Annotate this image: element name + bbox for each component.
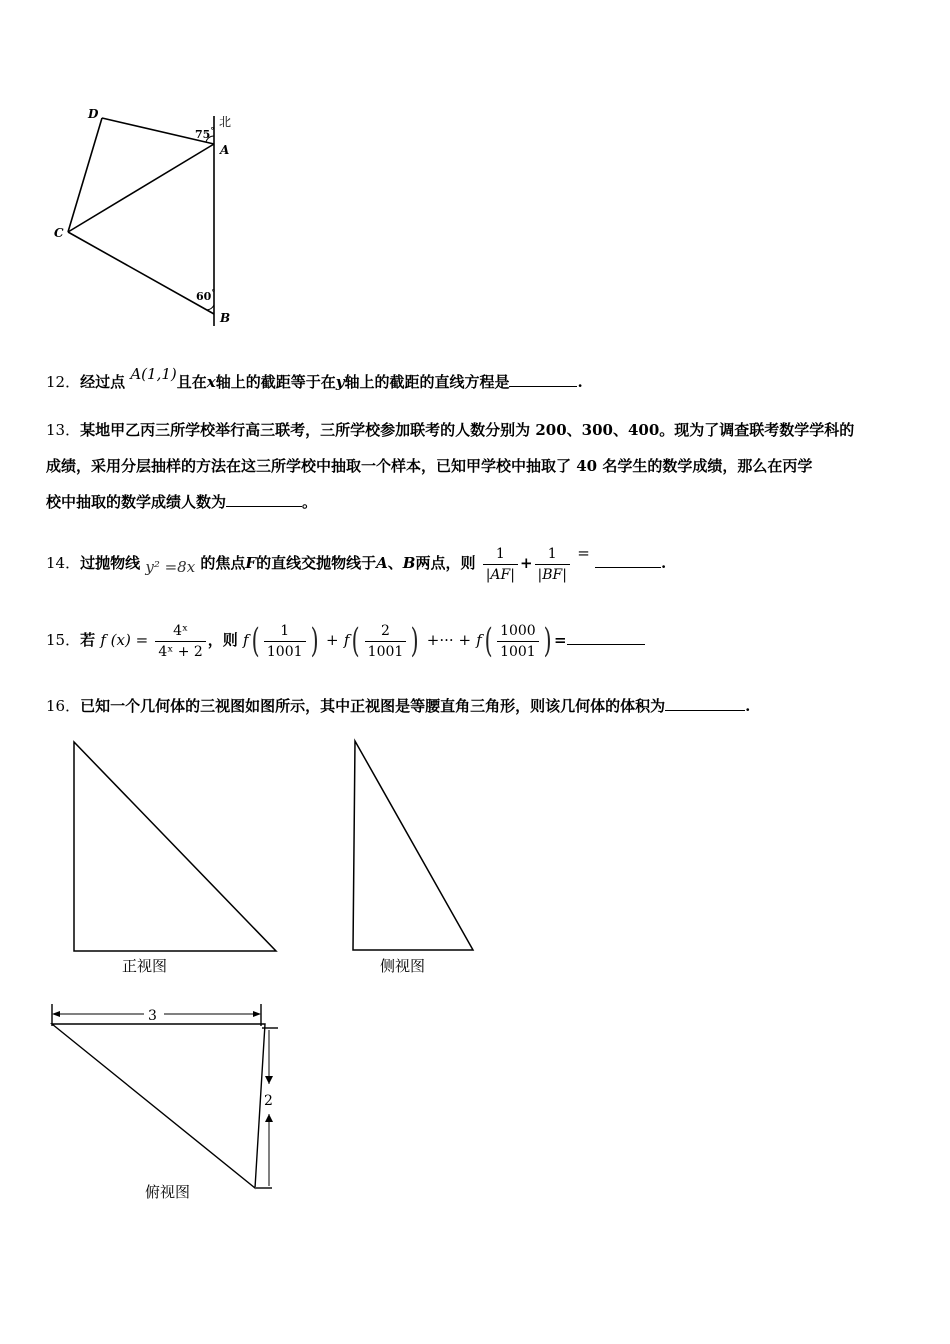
q14-sep: 、 xyxy=(387,554,403,572)
question-number: 14． xyxy=(46,554,81,572)
top-view-triangle xyxy=(52,1024,265,1188)
fraction-2-1001 xyxy=(365,621,407,662)
frac-numerator: 1 xyxy=(535,544,570,565)
arrow-up-icon xyxy=(265,1076,273,1084)
q12-y: y xyxy=(335,373,345,391)
label-b: B xyxy=(220,311,231,325)
q14-text-3: 的直线交抛物线于 xyxy=(256,554,377,572)
frac-numerator: 2 xyxy=(365,621,407,642)
paren-open: ( xyxy=(484,621,493,661)
q14-equation: y² =8x xyxy=(145,558,196,576)
frac-numerator: 1 xyxy=(483,544,518,565)
equals-sign: = xyxy=(577,544,590,562)
paren-open: ( xyxy=(352,621,361,661)
paren-open: ( xyxy=(251,621,260,661)
fraction-fx xyxy=(155,621,205,662)
question-12 xyxy=(46,364,906,400)
question-14 xyxy=(46,538,906,588)
fraction-1-1001 xyxy=(264,621,306,662)
fraction-1-bf xyxy=(535,544,570,585)
frac-denominator: 1001 xyxy=(367,643,404,660)
q14-end: . xyxy=(661,554,667,572)
frac-denominator: 1001 xyxy=(266,643,303,660)
q12-point: A(1,1) xyxy=(130,365,177,383)
angle-a-label: 75° xyxy=(195,125,215,141)
q13-end: 。 xyxy=(302,493,318,511)
segment-cb xyxy=(68,232,214,314)
label-d: D xyxy=(88,107,99,121)
frac-numerator: 1000 xyxy=(497,621,539,642)
question-number: 16． xyxy=(46,697,81,715)
q13-line-1 xyxy=(46,412,906,448)
frac-denominator: |AF| xyxy=(485,566,515,583)
q12-text-3: 轴上的截距等于在 xyxy=(215,373,336,391)
top-view-label: 俯视图 xyxy=(145,1183,191,1201)
question-13 xyxy=(46,412,906,520)
paren-close: ) xyxy=(543,621,552,661)
plus-sign: + xyxy=(519,554,533,572)
q15-fx: f (x) = xyxy=(100,631,149,649)
dimension-2: 2 xyxy=(264,1093,273,1109)
q14-text-4: 两点，则 xyxy=(415,554,476,572)
label-c: C xyxy=(54,226,64,240)
paren-close: ) xyxy=(410,621,419,661)
f-term-3: f xyxy=(476,631,482,649)
top-view-figure xyxy=(40,996,310,1196)
q13-line-2: 成绩，采用分层抽样的方法在这三所学校中抽取一个样本，已知甲学校中抽取了 40 名学生的数学成绩，那么在丙学 xyxy=(46,457,813,475)
dots: +··· + xyxy=(426,631,472,649)
side-view-triangle xyxy=(353,741,473,950)
question-number: 15． xyxy=(46,631,81,649)
front-view-triangle xyxy=(74,742,276,951)
frac-denominator: 1001 xyxy=(500,643,536,660)
f-term-2: f xyxy=(343,631,350,649)
q14-f: F xyxy=(245,554,257,572)
q15-text-1: 若 xyxy=(80,631,96,649)
answer-blank[interactable] xyxy=(595,553,661,568)
q14-a: A xyxy=(376,554,388,572)
q13-text-1: 某地甲乙丙三所学校举行高三联考，三所学校参加联考的人数分别为 200、300、400。现为了调查联考数学学科的 xyxy=(80,421,855,439)
frac-denominator: |BF| xyxy=(537,566,567,583)
q12-text-4: 轴上的截距的直线方程是 xyxy=(344,373,510,391)
question-16 xyxy=(46,688,906,724)
arrow-down-icon xyxy=(265,1114,273,1122)
frac-numerator: 1 xyxy=(264,621,306,642)
arrow-right-icon xyxy=(253,1011,261,1017)
navigation-figure xyxy=(40,100,260,340)
angle-b-label: 60° xyxy=(196,287,216,303)
label-north: 北 xyxy=(219,115,232,129)
plus-sign: + xyxy=(326,631,339,649)
q15-text-2: ，则 xyxy=(207,631,238,649)
q14-text-2: 的焦点 xyxy=(200,554,246,572)
answer-blank[interactable] xyxy=(226,492,302,507)
paren-close: ) xyxy=(310,621,319,661)
equals-sign: = xyxy=(553,631,567,649)
arrow-left-icon xyxy=(52,1011,60,1017)
q13-line-3 xyxy=(46,484,906,520)
q12-end: . xyxy=(577,373,583,391)
fraction-1000-1001 xyxy=(497,621,539,662)
f-term-1: f xyxy=(243,631,249,649)
q14-text-1: 过抛物线 xyxy=(80,554,141,572)
angle-arc-b xyxy=(206,305,214,310)
side-view-figure xyxy=(347,736,479,958)
side-view-label: 侧视图 xyxy=(380,957,426,975)
answer-blank[interactable] xyxy=(509,372,577,387)
question-number: 12． xyxy=(46,373,81,391)
fraction-1-af xyxy=(483,544,518,585)
q12-x: x xyxy=(206,373,216,391)
front-view-figure xyxy=(68,736,283,958)
front-view-label: 正视图 xyxy=(122,957,168,975)
q12-text-1: 经过点 xyxy=(80,373,126,391)
label-a: A xyxy=(220,143,230,157)
frac-denominator: 4ˣ + 2 xyxy=(158,643,203,660)
q14-b: B xyxy=(402,554,416,572)
q16-end: . xyxy=(745,697,751,715)
question-15 xyxy=(46,612,906,668)
q13-text-3: 校中抽取的数学成绩人数为 xyxy=(46,493,227,511)
dimension-3: 3 xyxy=(148,1008,157,1024)
q16-text: 已知一个几何体的三视图如图所示，其中正视图是等腰直角三角形，则该几何体的体积为 xyxy=(80,697,666,715)
answer-blank[interactable] xyxy=(665,696,745,711)
question-number: 13． xyxy=(46,421,81,439)
q12-text-2: 且在 xyxy=(176,373,207,391)
frac-numerator: 4ˣ xyxy=(155,621,205,642)
answer-blank[interactable] xyxy=(567,630,645,645)
